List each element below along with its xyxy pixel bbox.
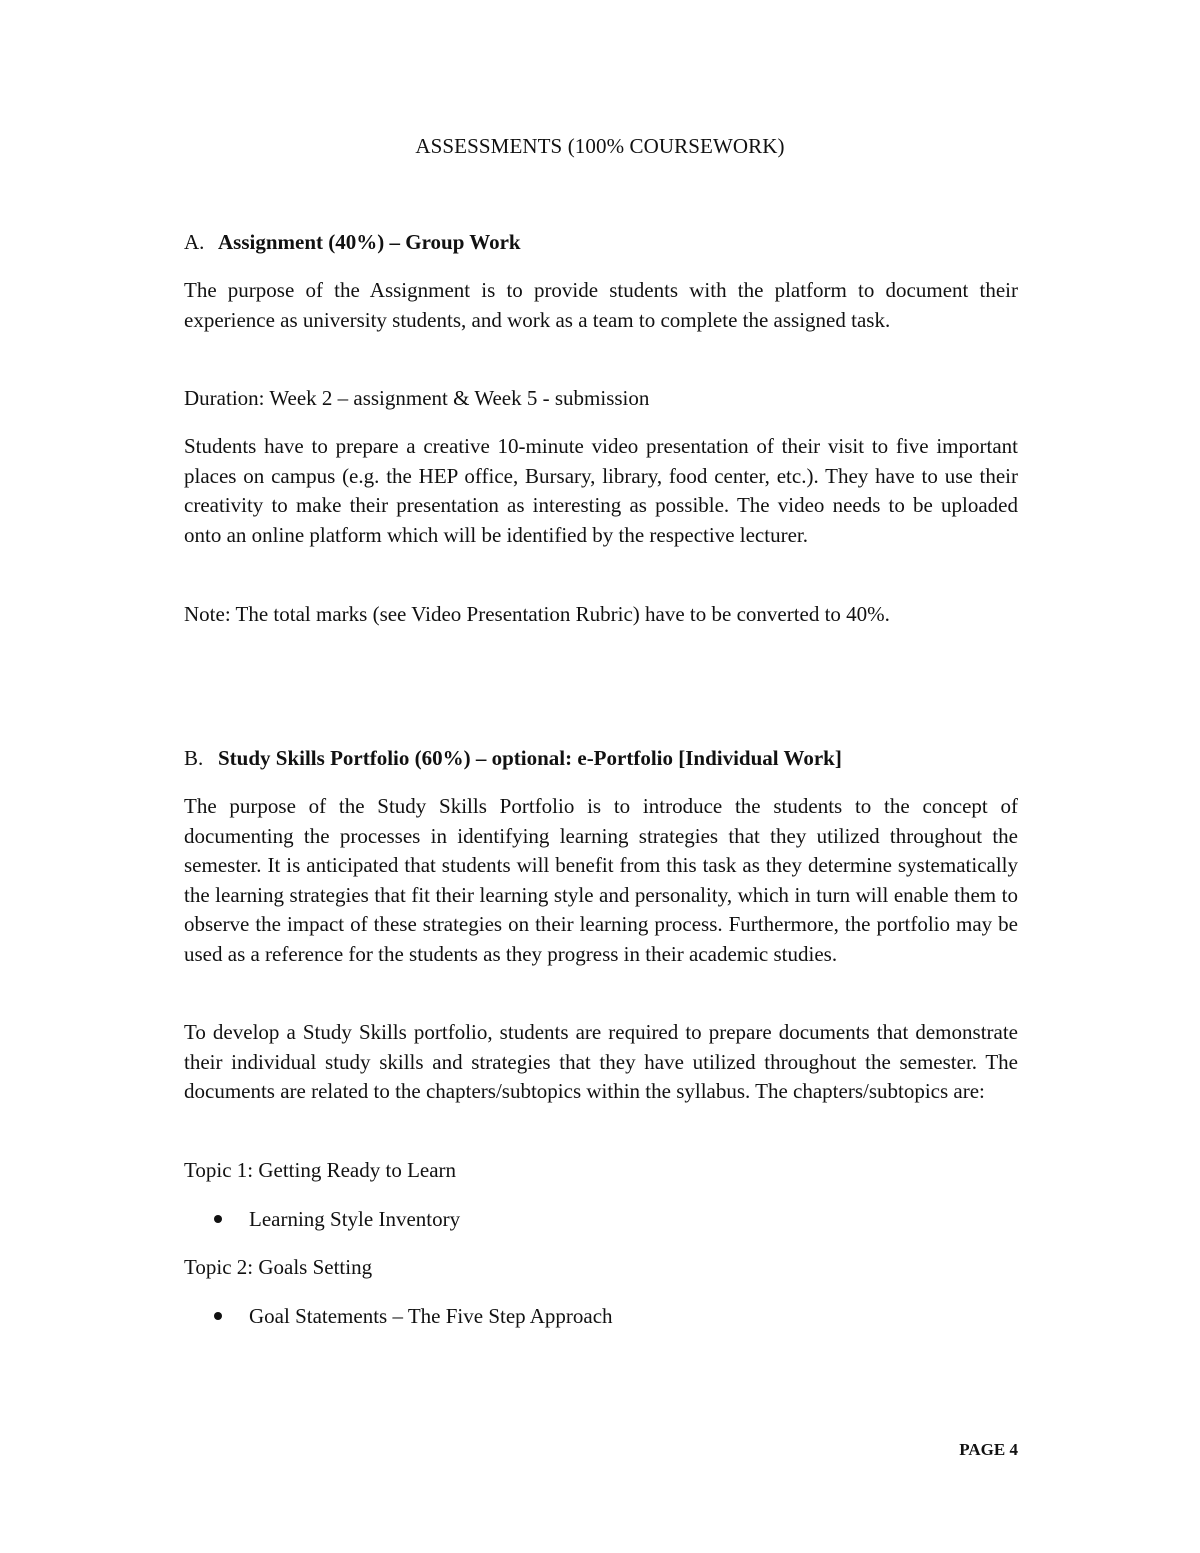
list-item	[214, 1205, 460, 1233]
section-a-duration: Duration: Week 2 – assignment & Week 5 - submission	[184, 386, 650, 410]
bullet-icon	[214, 1312, 222, 1320]
topic-2-item-1: Goal Statements – The Five Step Approach	[249, 1304, 613, 1328]
section-a-purpose: The purpose of the Assignment is to provide students with the platform to document their experience as university students, and work as a team to complete the assigned task.	[184, 278, 1018, 332]
page-number: PAGE 4	[959, 1440, 1018, 1459]
topic-2-label: Topic 2: Goals Setting	[184, 1255, 373, 1279]
topic-1-item-1: Learning Style Inventory	[249, 1207, 461, 1231]
section-b-purpose: The purpose of the Study Skills Portfolio is to introduce the students to the concept of documenting the processes in identifying learning strategies that they utilized throughout the semester. It is anticipated that students will benefit from this task as they determine systematically the learning strategies that fit their learning style and personality, which in turn will enable them to observe the impact of these strategies on their learning process. Furthermore, the portfolio may be used as a reference for the students as they progress in their academic studies.	[184, 794, 1018, 966]
bullet-icon	[214, 1215, 222, 1223]
section-a-note: Note: The total marks (see Video Presentation Rubric) have to be converted to 40%.	[184, 602, 890, 626]
section-b-heading	[184, 744, 1018, 772]
section-a-title: Assignment (40%) – Group Work	[218, 230, 521, 254]
section-a-letter: A.	[184, 230, 205, 254]
section-b-title: Study Skills Portfolio (60%) – optional: e-Portfolio [Individual Work]	[218, 746, 842, 770]
list-item	[214, 1302, 613, 1330]
section-a-description: Students have to prepare a creative 10-minute video presentation of their visit to five important places on campus (e.g. the HEP office, Bursary, library, food center, etc.). They have to use their creativity to make their presentation as interesting as possible. The video needs to be uploaded onto an online platform which will be identified by the respective lecturer.	[184, 434, 1018, 547]
page-title: ASSESSMENTS (100% COURSEWORK)	[415, 134, 785, 158]
topic-1-label: Topic 1: Getting Ready to Learn	[184, 1158, 457, 1182]
section-a-heading	[184, 228, 1018, 256]
section-b-develop: To develop a Study Skills portfolio, students are required to prepare documents that demonstrate their individual study skills and strategies that they have utilized throughout the semester. The documents are related to the chapters/subtopics within the syllabus. The chapters/subtopics are:	[184, 1020, 1018, 1104]
section-b-letter: B.	[184, 746, 204, 770]
